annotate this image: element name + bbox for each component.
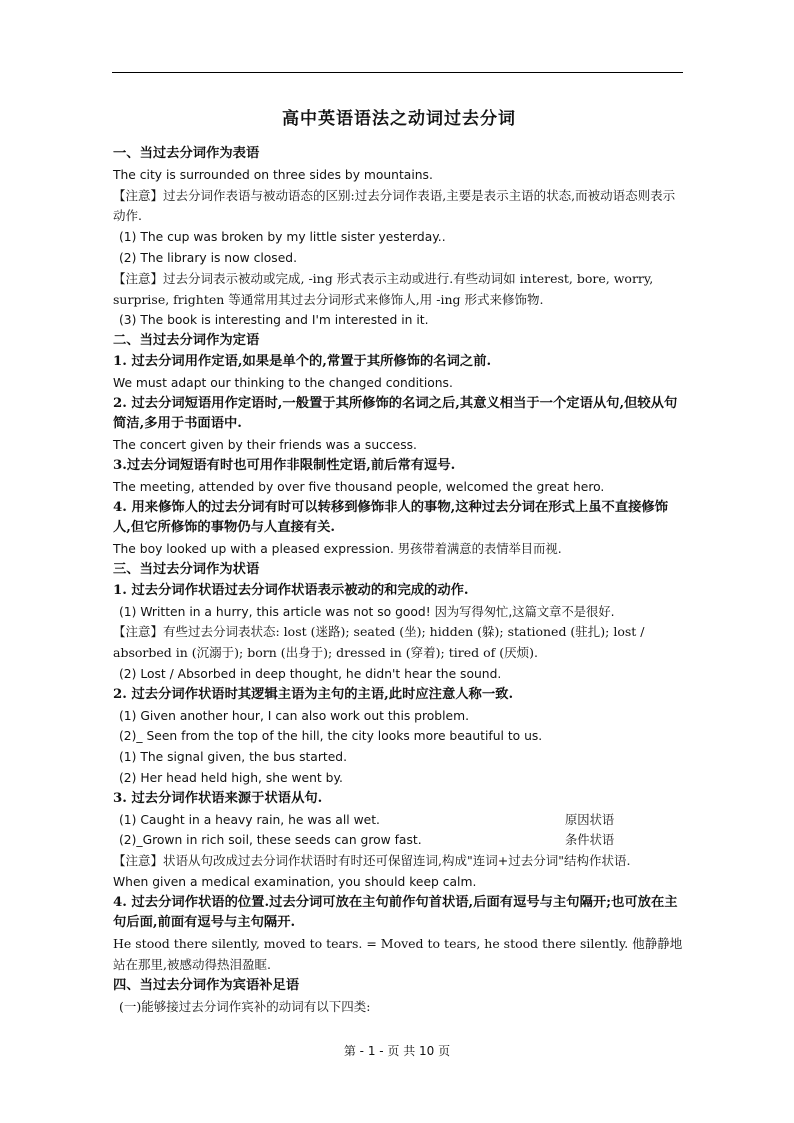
rule-statement: 4. 用来修饰人的过去分词有时可以转移到修饰非人的事物,这种过去分词在形式上虽不直接修饰人,但它所修饰的事物仍与人直接有关. [113,499,669,536]
section-heading: 四、当过去分词作为宾语补足语 [113,977,300,993]
example-sentence: He stood there silently, moved to tears. = Moved to tears, he stood there silently. 他静静地站在那里,被感动得热泪盈眶. [113,936,683,973]
note-paragraph: 【注意】过去分词作表语与被动语态的区别:过去分词作表语,主要是表示主语的状态,而被动语态则表示动作. [113,187,676,224]
example-sentence: (2) Her head held high, she went by. [119,770,343,785]
example-sentence: (1) Given another hour, I can also work out this problem. [119,708,469,723]
example-sentence: (1) Caught in a heavy rain, he was all wet. [119,812,380,827]
page-footer: 第 - 1 - 页 共 10 页 [343,1044,451,1058]
section-heading: 一、当过去分词作为表语 [113,146,260,161]
rule-statement: 1. 过去分词用作定语,如果是单个的,常置于其所修饰的名词之前. [113,353,492,369]
adverbial-type-label: 条件状语 [565,833,615,848]
rule-statement: 3.过去分词短语有时也可用作非限制性定语,前后常有逗号. [113,457,456,473]
example-sentence: (1) The signal given, the bus started. [119,750,347,765]
example-sentence: (3) The book is interesting and I'm interested in it. [119,313,429,328]
example-row [113,830,685,851]
rule-statement: 2. 过去分词作状语时其逻辑主语为主句的主语,此时应注意人称一致. [113,686,514,702]
note-paragraph: 【注意】状语从句改成过去分词作状语时有时还可保留连词,构成"连词+过去分词"结构作状语. [113,853,631,869]
example-sentence: When given a medical examination, you should keep calm. [113,874,477,889]
rule-statement: 1. 过去分词作状语过去分词作状语表示被动的和完成的动作. [113,582,469,598]
example-sentence: (2)_ Seen from the top of the hill, the city looks more beautiful to us. [119,729,543,744]
rule-statement: 3. 过去分词作状语来源于状语从句. [113,790,323,806]
adverbial-type-label: 原因状语 [565,812,615,827]
header-rule [112,72,683,73]
example-sentence: We must adapt our thinking to the changed conditions. [113,375,453,390]
section-heading: 三、当过去分词作为状语 [113,561,260,577]
example-row [113,810,685,831]
example-sentence: The meeting, attended by over five thousand people, welcomed the great hero. [113,479,605,494]
note-paragraph: 【注意】有些过去分词表状态: lost (迷路); seated (坐); hidden (躲); stationed (驻扎); lost / absorbed in (沉溺于); born (出身于); dressed in (穿着); tired of (厌烦). [113,624,645,661]
section-heading: 二、当过去分词作为定语 [113,333,260,349]
example-sentence: The concert given by their friends was a success. [113,438,417,453]
rule-statement: 2. 过去分词短语用作定语时,一般置于其所修饰的名词之后,其意义相当于一个定语从句,但较从句简洁,多用于书面语中. [113,395,678,432]
example-sentence: The city is surrounded on three sides by mountains. [113,167,433,182]
example-sentence: (2) Lost / Absorbed in deep thought, he didn't hear the sound. [119,666,502,681]
document-title: 高中英语语法之动词过去分词 [282,109,516,129]
example-sentence: (1) Written in a hurry, this article was not so good! 因为写得匆忙,这篇文章不是很好. [119,604,615,619]
subsection-heading: (一)能够接过去分词作宾补的动词有以下四类: [119,998,371,1014]
document-body [113,108,685,1017]
example-sentence: The boy looked up with a pleased expression. 男孩带着满意的表情举目而视. [113,542,562,557]
example-sentence: (1) The cup was broken by my little sister yesterday.. [119,230,446,245]
example-sentence: (2)_Grown in rich soil, these seeds can grow fast. [119,833,422,848]
note-paragraph: 【注意】过去分词表示被动或完成, -ing 形式表示主动或进行.有些动词如 interest, bore, worry, surprise, frighten 等通常用其过去分词形式来修饰人,用 -ing 形式来修饰物. [113,270,654,307]
example-sentence: (2) The library is now closed. [119,250,297,265]
rule-statement: 4. 过去分词作状语的位置.过去分词可放在主句前作句首状语,后面有逗号与主句隔开;也可放在主句后面,前面有逗号与主句隔开. [113,894,678,931]
